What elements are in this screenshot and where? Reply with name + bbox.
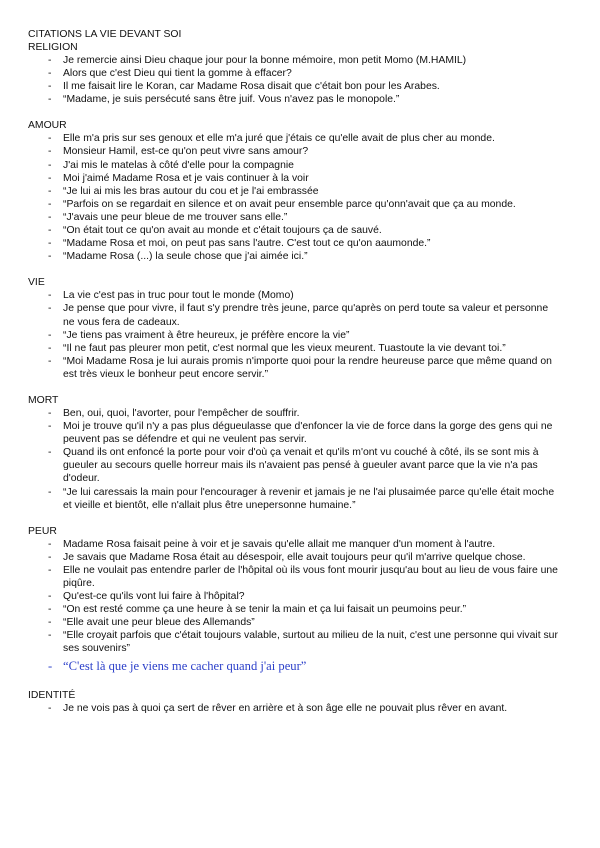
quote-item: - “Madame Rosa (...) la seule chose que j'ai aimée ici.” (28, 250, 560, 263)
quote-item: - Ben, oui, quoi, l'avorter, pour l'empêcher de souffrir. (28, 407, 560, 420)
quote-list (28, 132, 560, 263)
quote-list (28, 702, 560, 715)
quote-list (28, 538, 560, 676)
section-identite (28, 689, 560, 715)
quote-item: - Moi j'aimé Madame Rosa et je vais continuer à la voir (28, 172, 560, 185)
section-peur (28, 525, 560, 676)
quote-item: - Monsieur Hamil, est-ce qu'on peut vivre sans amour? (28, 145, 560, 158)
quote-item: - “On était tout ce qu'on avait au monde et c'était toujours ça de sauvé. (28, 224, 560, 237)
quote-item: - “Madame Rosa et moi, on peut pas sans l'autre. C'est tout ce qu'on aaumonde.” (28, 237, 560, 250)
quote-item: - Elle ne voulait pas entendre parler de l'hôpital où ils vous font mourir jusqu'au bout au lieu de vous faire une piqûre. (28, 564, 560, 590)
section-mort (28, 394, 560, 512)
section-heading: IDENTITÉ (28, 689, 76, 701)
section-heading: AMOUR (28, 120, 67, 132)
section-heading: MORT (28, 394, 59, 406)
quote-item: - “Je tiens pas vraiment à être heureux, je préfère encore la vie” (28, 329, 560, 342)
quote-item: - Il me faisait lire le Koran, car Madame Rosa disait que c'était bon pour les Arabes. (28, 80, 560, 93)
quote-item: - “Elle croyait parfois que c'était toujours valable, surtout au milieu de la nuit, c'est une personne qui vivait sur ses souvenirs” (28, 629, 560, 655)
quote-item: - “Elle avait une peur bleue des Allemands” (28, 616, 560, 629)
quote-item: - Elle m'a pris sur ses genoux et elle m'a juré que j'étais ce qu'elle avait de plus cher au monde. (28, 132, 560, 145)
quote-item: - Je savais que Madame Rosa était au désespoir, elle avait toujours peur qu'il m'arrive quelque chose. (28, 551, 560, 564)
quote-list (28, 407, 560, 512)
section-heading: PEUR (28, 525, 57, 537)
quote-item: - Quand ils ont enfoncé la porte pour voir d'où ça venait et qu'ils m'ont vu couché à côté, ils se sont mis à gueuler au secours quelle horreur mais ils n'avaient pas pensé à gueuler avant parce que la vie n'a pas d'odeur. (28, 446, 560, 485)
document-title: CITATIONS LA VIE DEVANT SOI (28, 29, 182, 40)
section-amour (28, 119, 560, 263)
section-vie (28, 276, 560, 381)
section-religion (28, 41, 560, 106)
section-heading: RELIGION (28, 42, 78, 53)
highlighted-quote: - “C'est là que je viens me cacher quand j'ai peur” (28, 656, 560, 676)
quote-item: - La vie c'est pas in truc pour tout le monde (Momo) (28, 289, 560, 302)
quote-item: - Alors que c'est Dieu qui tient la gomme à effacer? (28, 67, 560, 80)
quote-item: - J'ai mis le matelas à côté d'elle pour la compagnie (28, 159, 560, 172)
quote-item: - “Moi Madame Rosa je lui aurais promis n'importe quoi pour la rendre heureuse parce que même quand on est très vieux le bonheur peut encore servir.” (28, 355, 560, 381)
quote-item: - “Parfois on se regardait en silence et on avait peur ensemble parce qu'onn'avait que ça au monde. (28, 198, 560, 211)
quote-item: - “On est resté comme ça une heure à se tenir la main et ça lui faisait un peumoins peur.” (28, 603, 560, 616)
quote-item: - Moi je trouve qu'il n'y a pas plus dégueulasse que d'enfoncer la vie de force dans la gorge des gens qui ne peuvent pas se défendre et qui ne veulent pas servir. (28, 420, 560, 446)
quote-item: - “Je lui ai mis les bras autour du cou et je l'ai embrassée (28, 185, 560, 198)
quote-item: - “Madame, je suis persécuté sans être juif. Vous n'avez pas le monopole.” (28, 93, 560, 106)
quote-item: - Je ne vois pas à quoi ça sert de rêver en arrière et à son âge elle ne pouvait plus rêver en avant. (28, 702, 560, 715)
section-heading: VIE (28, 277, 45, 289)
quote-item: - Madame Rosa faisait peine à voir et je savais qu'elle allait me manquer d'un moment à l'autre. (28, 538, 560, 551)
quote-item: - Je pense que pour vivre, il faut s'y prendre très jeune, parce qu'après on perd toute sa valeur et personne ne vous fera de cadeaux. (28, 302, 560, 328)
quote-list (28, 289, 560, 381)
quote-item: - Qu'est-ce qu'ils vont lui faire à l'hôpital? (28, 590, 560, 603)
quote-item: - “J'avais une peur bleue de me trouver sans elle.” (28, 211, 560, 224)
quote-list (28, 54, 560, 106)
quote-item: - Je remercie ainsi Dieu chaque jour pour la bonne mémoire, mon petit Momo (M.HAMIL) (28, 54, 560, 67)
quote-item: - “Il ne faut pas pleurer mon petit, c'est normal que les vieux meurent. Tuastoute la vie devant toi.” (28, 342, 560, 355)
quote-item: - “Je lui caressais la main pour l'encourager à revenir et jamais je ne l'ai plusaimée parce qu'elle était moche et vieille et bientôt, elle n'allait plus être unepersonne humaine.” (28, 486, 560, 512)
